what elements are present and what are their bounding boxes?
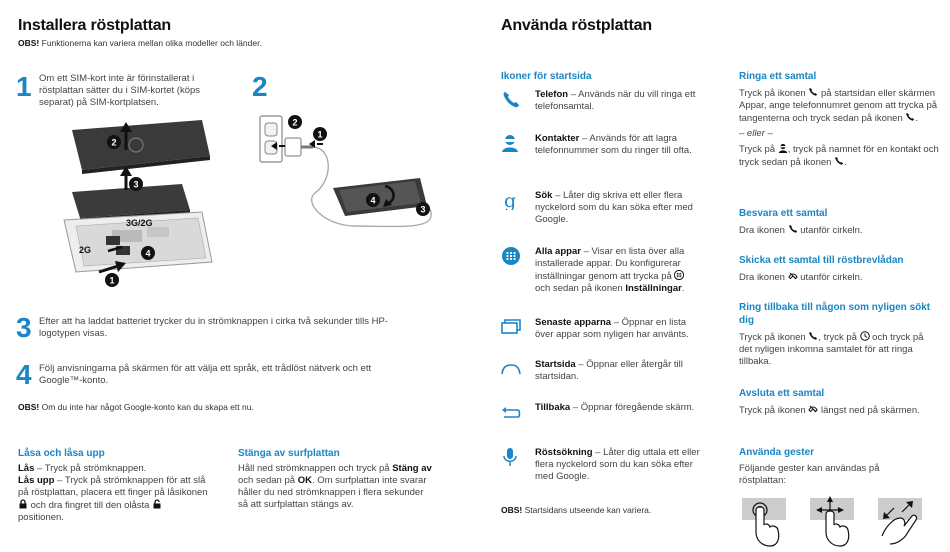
callout-2: 2 [292,117,298,128]
callback-text: Tryck på ikonen , tryck på och tryck på det nyligen inkomna samtalet för att ringa tillbaka. [739,332,924,367]
svg-text:g: g [504,190,517,210]
icon-row-voice-search: Röstsökning – Låter dig uttala ett eller flera nyckelord som du kan söka efter med Google. [500,447,700,487]
icon-row-home: Startsida – Öppnar eller återgår till startsidan. [500,359,700,387]
phone-icon [500,89,522,109]
phone-inline-icon [788,224,798,234]
all-apps-inline-icon [674,270,684,280]
step-number-4: 4 [16,359,32,390]
sim-install-illustration [52,112,222,292]
phone-inline-icon [808,331,818,341]
clock-icon [860,331,870,341]
step-number-1: 1 [16,71,32,102]
charging-illustration [255,108,445,248]
microphone-icon [500,447,522,467]
callout-4: 4 [145,248,151,259]
lock-text: Lås – Tryck på strömknappen. Lås upp – Tryck på strömknappen för att slå på röstplattan, placera ett finger på låsikonen och dra fingret till den olåsta positionen. [18,463,208,523]
google-search-icon [500,190,522,210]
callout-3: 3 [420,204,426,215]
or-separator: – eller – [739,128,773,139]
call-text: Tryck på ikonen på startsidan eller skärmen Appar, ange telefonnumret genom att trycka på tangenterna och tryck sedan på ikonen . – eller – Tryck på , tryck på namnet för en kontakt och tryck sedan på ikonen . [739,88,939,168]
icon-row-all-apps: Alla appar – Visar en lista över alla installerade appar. Du konfigurerar inställningar genom att trycka på och sedan på ikonen Inställningar. [500,246,700,298]
callout-1: 1 [109,275,115,286]
gestures-text: Följande gester kan användas på röstplattan: [739,463,880,486]
label-2g: 2G [79,245,92,255]
tap-gesture-icon [740,496,788,548]
end-call-icon [808,404,818,414]
step-number-2: 2 [252,71,268,102]
icon-row-contacts: Kontakter – Används för att lagra telefonnummer som du ringer till ofta. [500,133,700,173]
obs-note-home-screen: OBS! Startsidans utseende kan variera. [501,505,652,515]
icon-row-recent-apps: Senaste apparna – Öppnar en lista över appar som nyligen har använts. [500,317,700,345]
end-call-text: Tryck på ikonen längst ned på skärmen. [739,405,920,416]
back-icon [500,402,522,422]
pinch-gesture-icon [876,496,924,548]
all-apps-icon [500,246,522,266]
voicemail-heading: Skicka ett samtal till röstbrevlådan [739,255,904,266]
answer-heading: Besvara ett samtal [739,208,828,219]
step-4-text: Följ anvisningarna på skärmen för att välja ett språk, ett trådlöst nätverk och ett Google™-konto. [39,363,372,386]
phone-inline-icon [834,156,844,166]
phone-inline-icon [808,87,818,97]
page-title-use: Använda röstplattan [501,17,652,34]
decline-call-icon [788,271,798,281]
contact-icon [500,133,522,153]
callout-2: 2 [111,137,117,148]
icon-row-back: Tillbaka – Öppnar föregående skärm. [500,402,700,430]
step-1-text: Om ett SIM-kort inte är förinstallerat i röstplattan sätter du i SIM-kortet (köps separat) på SIM-kortplatsen. [39,73,201,108]
callback-heading: Ring tillbaka till någon som nyligen sökt dig [739,302,931,326]
recent-apps-icon [500,317,522,337]
call-heading: Ringa ett samtal [739,71,817,82]
callout-1: 1 [317,129,323,140]
unlock-icon [152,499,162,509]
gestures-heading: Använda gester [739,447,815,458]
contact-inline-icon [778,143,788,153]
lock-icon [18,499,28,509]
step-3-text: Efter att ha laddat batteriet trycker du in strömknappen i cirka två sekunder tills HP-logotypen visas. [39,316,389,339]
icon-row-phone: Telefon – Används när du vill ringa ett telefonsamtal. [500,89,700,119]
answer-text: Dra ikonen utanför cirkeln. [739,225,863,236]
page-title-install: Installera röstplattan [18,17,171,34]
home-icons-heading: Ikoner för startsida [501,71,592,82]
step-number-3: 3 [16,312,32,343]
obs-note-google: OBS! Om du inte har något Google-konto kan du skapa ett nu. [18,402,254,412]
swipe-gesture-icon [808,496,856,548]
shutdown-heading: Stänga av surfplattan [238,448,340,459]
icon-row-search: g Sök – Låter dig skriva ett eller flera nyckelord som du kan söka efter med Google. [500,190,700,230]
phone-inline-icon [905,112,915,122]
obs-note-features: OBS! Funktionerna kan variera mellan olika modeller och länder. [18,38,262,48]
end-call-heading: Avsluta ett samtal [739,388,825,399]
voicemail-text: Dra ikonen utanför cirkeln. [739,272,863,283]
home-icon [500,359,522,379]
callout-3: 3 [133,179,139,190]
callout-4: 4 [370,195,376,206]
label-3g-2g: 3G/2G [126,218,153,228]
lock-heading: Låsa och låsa upp [18,448,105,459]
shutdown-text: Håll ned strömknappen och tryck på Stäng av och sedan på OK. Om surfplattan inte svarar håller du ned strömknappen i flera sekunder så att surfplattan stängs av. [238,463,432,510]
